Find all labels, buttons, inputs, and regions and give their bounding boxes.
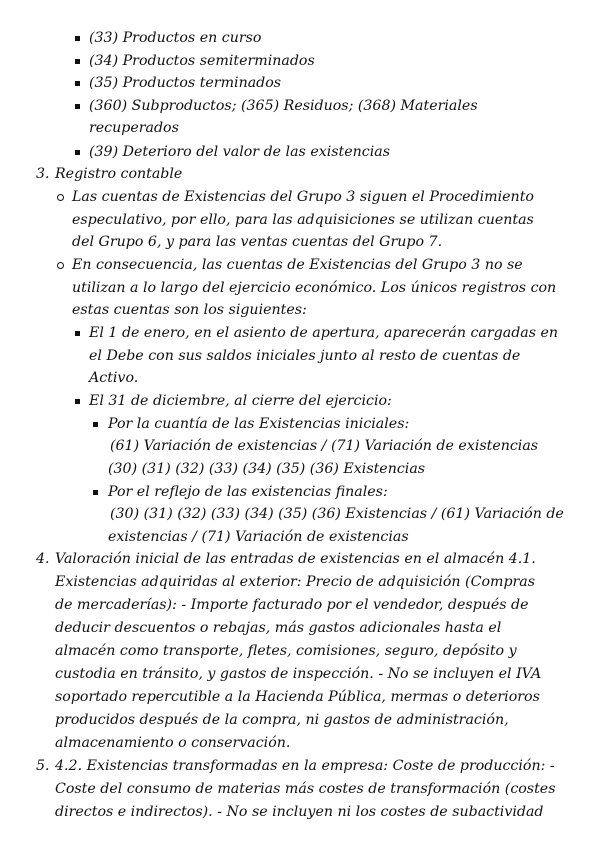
paragraph-line: del Grupo 6, y para las ventas cuentas del Grupo 7. xyxy=(72,234,443,250)
paragraph-line: En consecuencia, las cuentas de Existencias del Grupo 3 no se xyxy=(72,257,523,273)
paragraph-line: producidos después de la compra, ni gastos de administración, xyxy=(55,712,509,728)
paragraph-line: Las cuentas de Existencias del Grupo 3 siguen el Procedimiento xyxy=(72,189,534,205)
list-item: (360) Subproductos; (365) Residuos; (368) Materiales xyxy=(89,98,478,114)
section-title: Registro contable xyxy=(55,166,183,182)
paragraph-line: de mercaderías): - Importe facturado por el vendedor, después de xyxy=(55,597,529,613)
paragraph-line: almacenamiento o conservación. xyxy=(55,735,291,751)
paragraph-line: deducir descuentos o rebajas, más gastos adicionales hasta el xyxy=(55,620,502,636)
list-item: (33) Productos en curso xyxy=(89,30,262,46)
paragraph-line: Por la cuantía de las Existencias iniciales: xyxy=(108,416,410,432)
square-bullet-icon xyxy=(93,490,98,495)
paragraph-line: utilizan a lo largo del ejercicio económico. Los únicos registros con xyxy=(72,280,557,296)
paragraph-line: 4.2. Existencias transformadas en la empresa: Coste de producción: - xyxy=(55,758,555,774)
list-item-continuation: recuperados xyxy=(89,120,179,136)
square-bullet-icon xyxy=(75,150,80,155)
paragraph-line: El 31 de diciembre, al cierre del ejercicio: xyxy=(89,393,392,409)
journal-entry-line: existencias / (71) Variación de existencias xyxy=(108,529,409,545)
paragraph-line: soportado repercutible a la Hacienda Pública, mermas o deterioros xyxy=(55,689,540,705)
paragraph-line: el Debe con sus saldos iniciales junto al resto de cuentas de xyxy=(89,348,521,364)
list-item: (35) Productos terminados xyxy=(89,75,282,91)
journal-entry-line: (30) (31) (32) (33) (34) (35) (36) Existencias xyxy=(108,461,426,477)
square-bullet-icon xyxy=(75,81,80,86)
square-bullet-icon xyxy=(93,422,98,427)
list-item: (39) Deterioro del valor de las existencias xyxy=(89,144,391,160)
section-number: 5. xyxy=(36,758,50,774)
paragraph-line: almacén como transporte, fletes, comisiones, seguro, depósito y xyxy=(55,643,517,659)
paragraph-line: custodia en tránsito, y gastos de inspección. - No se incluyen el IVA xyxy=(55,666,542,682)
paragraph-line: Coste del consumo de materias más costes de transformación (costes xyxy=(55,781,556,797)
square-bullet-icon xyxy=(75,331,80,336)
square-bullet-icon xyxy=(75,104,80,109)
paragraph-line: especulativo, por ello, para las adquisiciones se utilizan cuentas xyxy=(72,212,534,228)
section-number: 4. xyxy=(36,551,50,567)
circle-bullet-icon xyxy=(57,194,64,201)
list-item: (34) Productos semiterminados xyxy=(89,53,315,69)
journal-entry-line: (30) (31) (32) (33) (34) (35) (36) Existencias / (61) Variación de xyxy=(110,506,564,522)
paragraph-line: El 1 de enero, en el asiento de apertura, aparecerán cargadas en xyxy=(89,325,559,341)
paragraph-line: Existencias adquiridas al exterior: Precio de adquisición (Compras xyxy=(55,574,536,590)
paragraph-line: Activo. xyxy=(89,370,139,386)
circle-bullet-icon xyxy=(57,262,64,269)
section-number: 3. xyxy=(36,166,50,182)
paragraph-line: directos e indirectos). - No se incluyen ni los costes de subactividad xyxy=(55,804,544,820)
journal-entry-line: (61) Variación de existencias / (71) Variación de existencias xyxy=(110,438,539,454)
square-bullet-icon xyxy=(75,59,80,64)
square-bullet-icon xyxy=(75,399,80,404)
paragraph-line: estas cuentas son los siguientes: xyxy=(72,302,307,318)
paragraph-line: Valoración inicial de las entradas de existencias en el almacén 4.1. xyxy=(55,551,536,567)
square-bullet-icon xyxy=(75,36,80,41)
paragraph-line: Por el reflejo de las existencias finales: xyxy=(108,484,388,500)
